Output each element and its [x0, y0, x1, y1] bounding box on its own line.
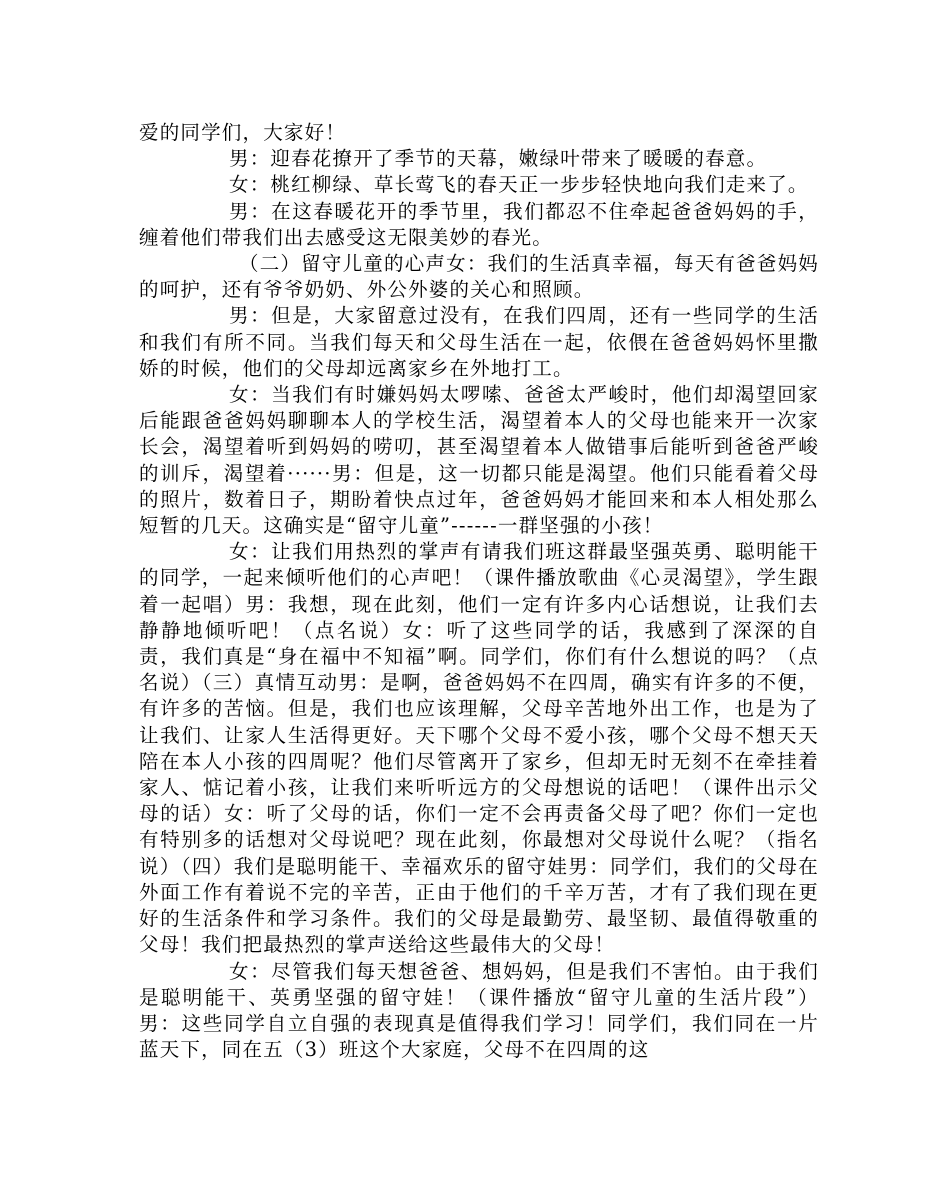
paragraph-female-longing: 女：当我们有时嫌妈妈太啰嗦、爸爸太严峻时，他们却渴望回家后能跟爸爸妈妈聊聊本人的学校生活，渴望着本人的父母也能来开一次家长会，渴望着听到妈妈的唠叨，甚至渴望着本人做错事后能听到爸爸严峻的训斥，渴望着······男：但是，这一切都只能是渴望。他们只能看着父母的照片，数着日子，期盼着快点过年，爸爸妈妈才能回来和本人相处那么短暂的几天。这确实是“留守儿童”------一群坚强的小孩！ [139, 383, 819, 538]
paragraph-female-not-afraid: 女：尽管我们每天想爸爸、想妈妈，但是我们不害怕。由于我们是聪明能干、英勇坚强的留守娃！（课件播放“留守儿童的生活片段”）男：这些同学自立自强的表现真是值得我们学习！同学们，我们同在一片蓝天下，同在五（3）班这个大家庭，父母不在四周的这 [139, 959, 819, 1062]
paragraph-section-two: （二）留守儿童的心声女：我们的生活真幸福，每天有爸爸妈妈的呵护，还有爷爷奶奶、外公外婆的关心和照顾。 [139, 252, 819, 302]
paragraph-greeting: 爱的同学们，大家好！ [139, 121, 347, 144]
paragraph-male-spring: 男：迎春花撩开了季节的天幕，嫩绿叶带来了暖暖的春意。 [229, 147, 768, 171]
paragraph-male-notice: 男：但是，大家留意过没有，在我们四周，还有一些同学的生活和我们有所不同。当我们每天和父母生活在一起，依偎在爸爸妈妈怀里撒娇的时候，他们的父母却远离家乡在外地打工。 [139, 304, 819, 380]
paragraph-female-applause: 女：让我们用热烈的掌声有请我们班这群最坚强英勇、聪明能干的同学，一起来倾听他们的心声吧！（课件播放歌曲《心灵渴望》，学生跟着一起唱）男：我想，现在此刻，他们一定有许多内心话想说，让我们去静静地倾听吧！（点名说）女：听了这些同学的话，我感到了深深的自责，我们真是“身在福中不知福”啊。同学们，你们有什么想说的吗？（点名说）（三）真情互动男：是啊，爸爸妈妈不在四周，确实有许多的不便，有许多的苦恼。但是，我们也应该理解，父母辛苦地外出工作，也是为了让我们、让家人生活得更好。天下哪个父母不爱小孩，哪个父母不想天天陪在本人小孩的四周呢？他们尽管离开了家乡，但却无时无刻不在牵挂着家人、惦记着小孩，让我们来听听远方的父母想说的话吧！（课件出示父母的话）女：听了父母的话，你们一定不会再责备父母了吧？你们一定也有特别多的话想对父母说吧？现在此刻，你最想对父母说什么呢？（指名说）（四）我们是聪明能干、幸福欢乐的留守娃男：同学们，我们的父母在外面工作有着说不完的辛苦，正由于他们的千辛万苦，才有了我们现在更好的生活条件和学习条件。我们的父母是最勤劳、最坚韧、最值得敬重的父母！我们把最热烈的掌声送给这些最伟大的父母！ [139, 540, 819, 957]
document-body [139, 120, 819, 1063]
paragraph-male-season: 男：在这春暖花开的季节里，我们都忍不住牵起爸爸妈妈的手，缠着他们带我们出去感受这无限美妙的春光。 [139, 199, 819, 249]
paragraph-female-spring: 女：桃红柳绿、草长莺飞的春天正一步步轻快地向我们走来了。 [229, 173, 809, 197]
